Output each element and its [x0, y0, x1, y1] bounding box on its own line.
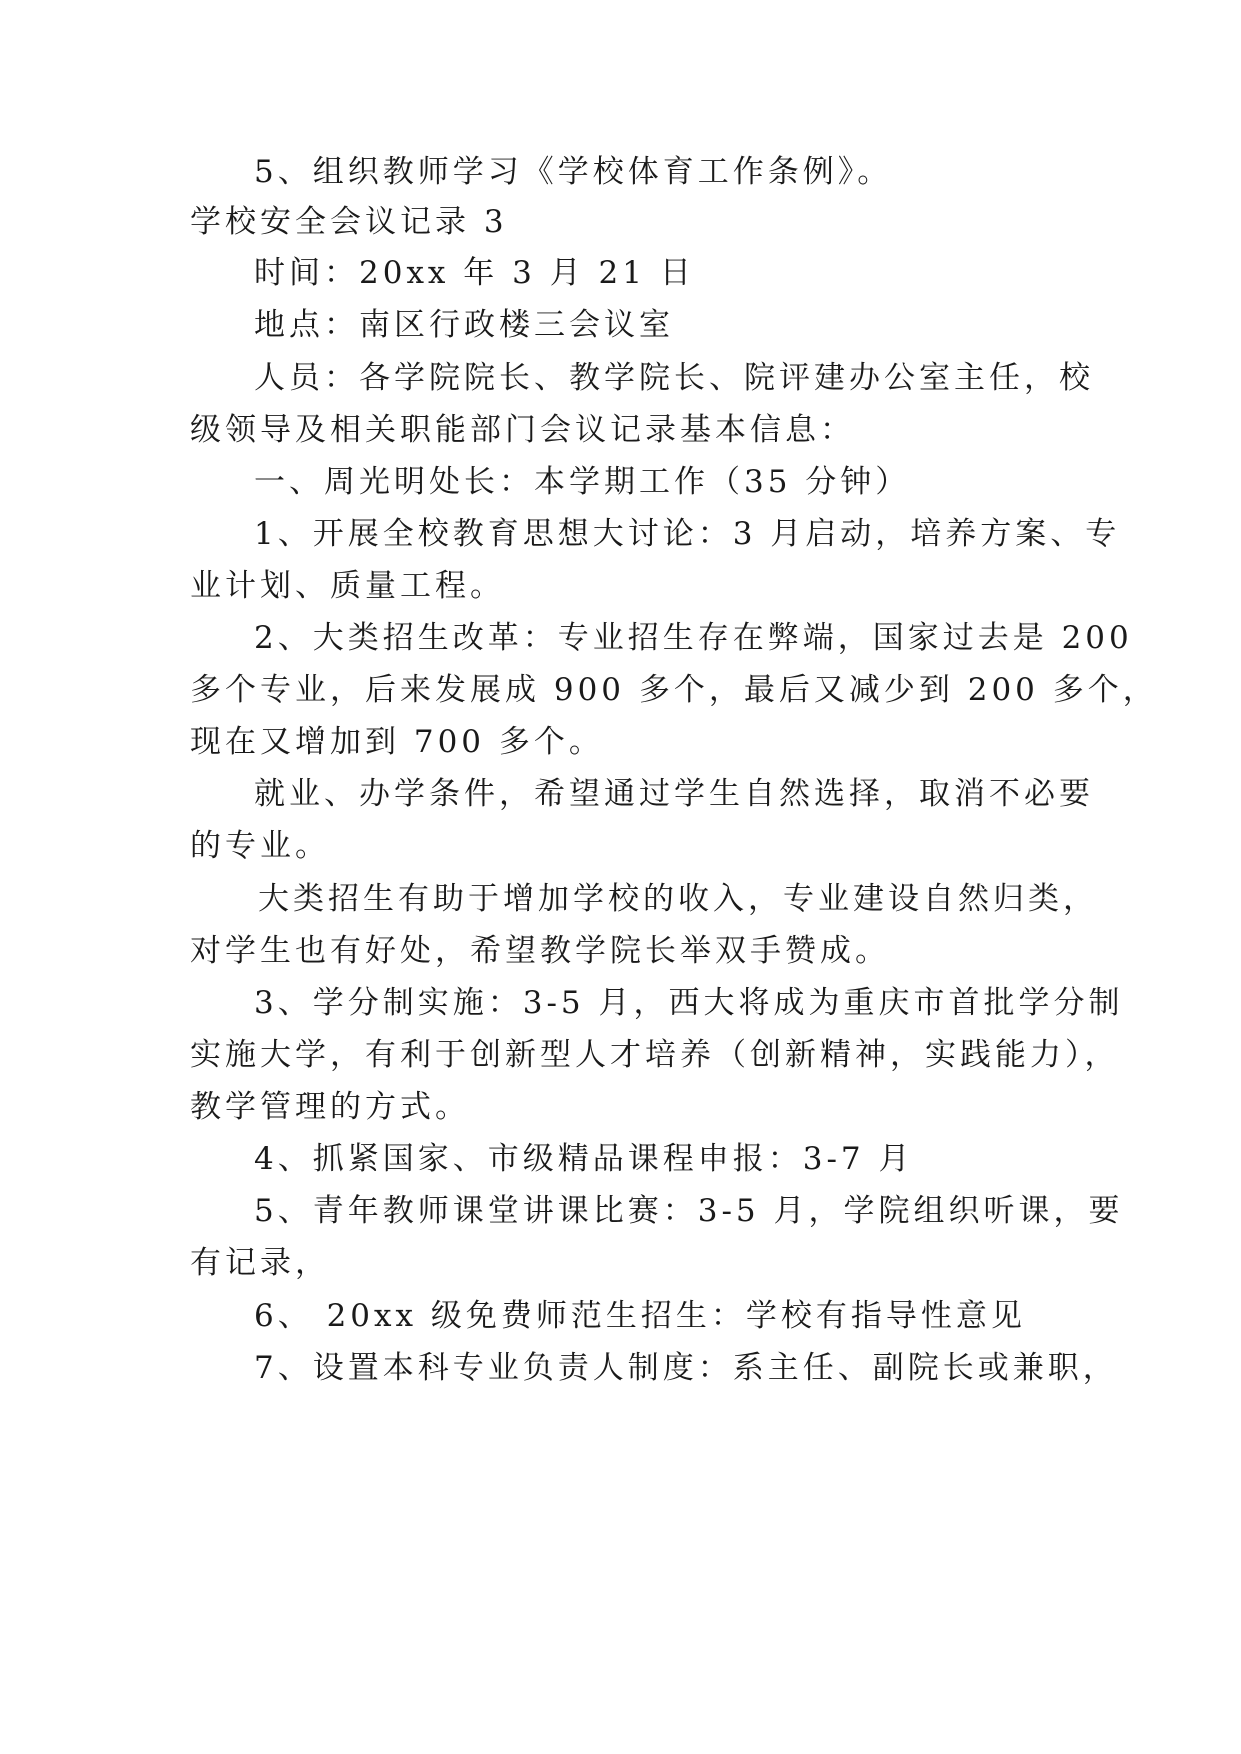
- text-line: 3、学分制实施：3-5 月，西大将成为重庆市首批学分制: [254, 985, 1124, 1021]
- text-line: 1、开展全校教育思想大讨论：3 月启动，培养方案、专: [254, 516, 1121, 552]
- text-line: 大类招生有助于增加学校的收入，专业建设自然归类，: [258, 881, 1098, 917]
- text-line: 多个专业，后来发展成 900 多个，最后又减少到 200 多个，: [190, 672, 1158, 708]
- text-line: 5、青年教师课堂讲课比赛：3-5 月，学院组织听课，要: [254, 1193, 1124, 1229]
- agenda-heading: 一、周光明处长：本学期工作（35 分钟）: [254, 464, 911, 500]
- text-line: 的专业。: [190, 828, 330, 864]
- text-line: 2、大类招生改革：专业招生存在弊端，国家过去是 200: [254, 620, 1133, 656]
- text-line: 对学生也有好处，希望教学院长举双手赞成。: [190, 933, 890, 969]
- text-line: 6、 20xx 级免费师范生招生：学校有指导性意见: [254, 1298, 1026, 1334]
- text-line: 现在又增加到 700 多个。: [190, 724, 604, 760]
- text-line: 业计划、质量工程。: [190, 568, 505, 604]
- text-line: 有记录，: [190, 1245, 330, 1281]
- meeting-location: 地点：南区行政楼三会议室: [254, 307, 674, 343]
- text-line: 7、设置本科专业负责人制度：系主任、副院长或兼职，: [254, 1350, 1118, 1386]
- text-line: 5、组织教师学习《学校体育工作条例》。: [254, 154, 893, 190]
- text-line: 就业、办学条件，希望通过学生自然选择，取消不必要: [254, 776, 1094, 812]
- section-heading: 学校安全会议记录 3: [190, 204, 508, 240]
- text-line: 级领导及相关职能部门会议记录基本信息：: [190, 412, 855, 448]
- meeting-attendees: 人员：各学院院长、教学院长、院评建办公室主任，校: [254, 360, 1094, 396]
- text-line: 4、抓紧国家、市级精品课程申报：3-7 月: [254, 1141, 914, 1177]
- meeting-time: 时间：20xx 年 3 月 21 日: [254, 255, 695, 291]
- text-line: 实施大学，有利于创新型人才培养（创新精神，实践能力），: [190, 1037, 1120, 1073]
- text-line: 教学管理的方式。: [190, 1089, 470, 1125]
